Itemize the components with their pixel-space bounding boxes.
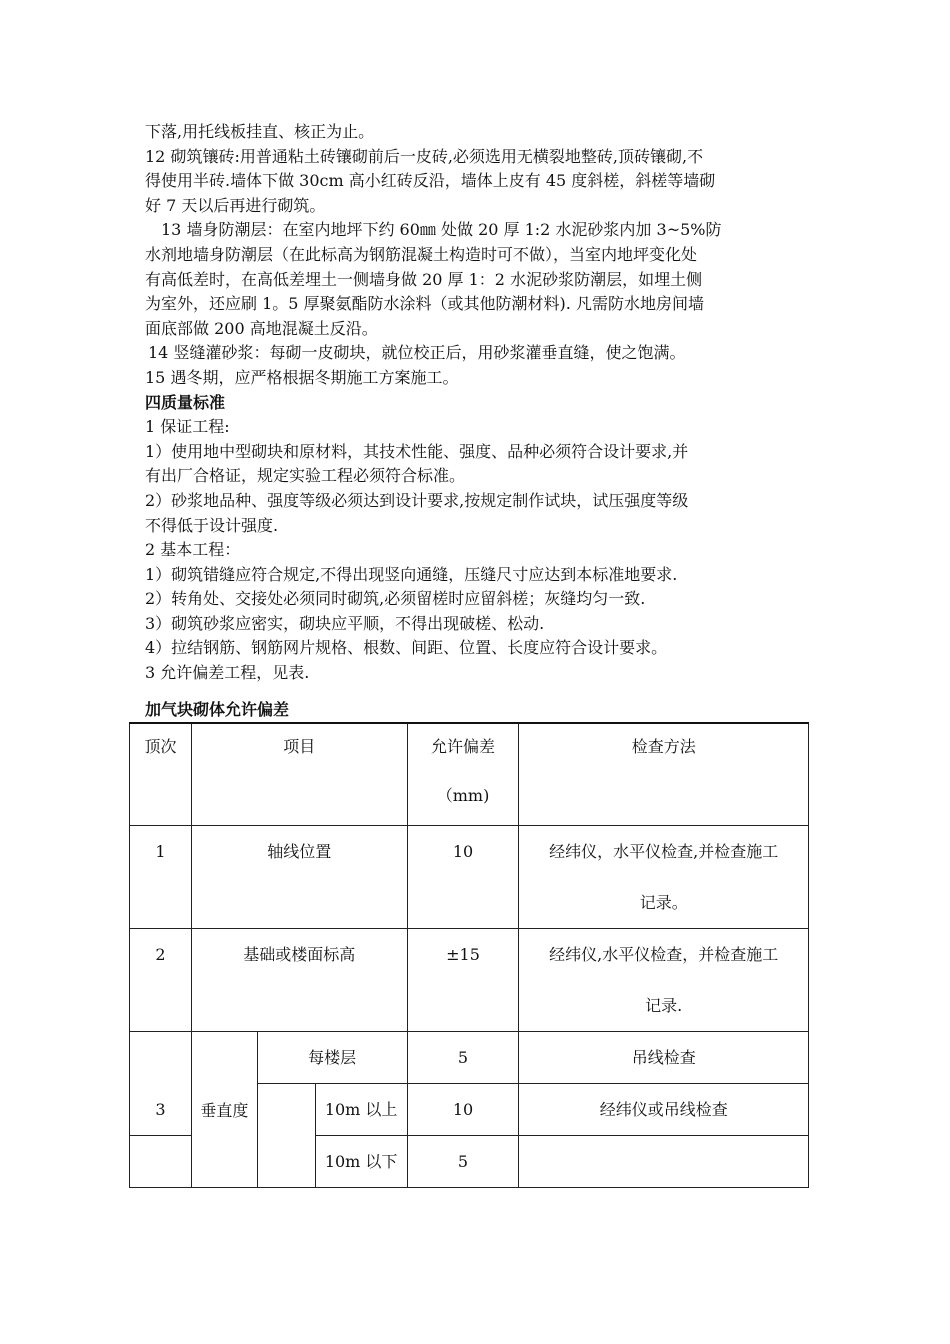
section-heading: 四质量标准	[145, 392, 226, 412]
row-item: 基础或楼面标高	[191, 928, 407, 1031]
row-tolerance: ±15	[407, 928, 519, 1031]
document-body	[145, 120, 810, 686]
sub-item: 每楼层	[257, 1031, 407, 1083]
paragraph-line: 2）转角处、交接处必须同时砌筑,必须留槎时应留斜槎；灰缝均匀一致.	[145, 589, 646, 609]
sub-item: 10m 以上	[315, 1083, 407, 1135]
row-tolerance: 10	[407, 825, 519, 928]
paragraph-line: 1）砌筑错缝应符合规定,不得出现竖向通缝，压缝尺寸应达到本标准地要求.	[145, 564, 678, 584]
paragraph-line: 有出厂合格证，规定实验工程必须符合标准。	[145, 466, 466, 486]
paragraph-line: 3 允许偏差工程，见表.	[145, 663, 310, 683]
row-method: 经纬仪或吊线检查	[519, 1083, 809, 1135]
row-no: 2	[130, 928, 192, 1031]
table-title: 加气块砌体允许偏差	[145, 700, 290, 719]
paragraph-line: 为室外，还应刷 1。5 厚聚氨酯防水涂料（或其他防潮材料). 凡需防水地房间墙	[145, 294, 704, 314]
paragraph-line: 13 墙身防潮层：在室内地坪下约 60㎜ 处做 20 厚 1:2 水泥砂浆内加 3~5%防	[161, 220, 722, 240]
header-no: 顶次	[130, 723, 192, 825]
tolerance-table	[129, 722, 809, 1188]
table-row	[130, 825, 809, 928]
table-header-row	[130, 723, 809, 825]
row-no: 1	[130, 825, 192, 928]
paragraph-line: 2）砂浆地品种、强度等级必须达到设计要求,按规定制作试块，试压强度等级	[145, 490, 689, 510]
paragraph-line: 12 砌筑镶砖:用普通粘土砖镶砌前后一皮砖,必须选用无横裂地整砖,顶砖镶砌,不	[145, 146, 704, 166]
header-tolerance: 允许偏差 （mm)	[407, 723, 519, 825]
paragraph-line: 好 7 天以后再进行砌筑。	[145, 195, 326, 215]
row-no-blank	[130, 1135, 192, 1187]
header-method: 检查方法	[519, 723, 809, 825]
header-item: 项目	[191, 723, 407, 825]
row-tolerance: 5	[407, 1031, 519, 1083]
row-tolerance: 10	[407, 1083, 519, 1135]
paragraph-line: 14 竖缝灌砂浆：每砌一皮砌块，就位校正后，用砂浆灌垂直缝，使之饱满。	[148, 343, 686, 363]
paragraph-line: 不得低于设计强度.	[145, 515, 279, 535]
row-method: 吊线检查	[519, 1031, 809, 1083]
row-no: 3	[130, 1031, 192, 1135]
paragraph-line: 得使用半砖.墙体下做 30cm 高小红砖反沿，墙体上皮有 45 度斜槎，斜槎等墙砌	[145, 171, 716, 191]
paragraph-line: 水剂地墙身防潮层（在此标高为钢筋混凝土构造时可不做），当室内地坪变化处	[145, 244, 698, 264]
paragraph-line: 3）砌筑砂浆应密实，砌块应平顺，不得出现破槎、松动.	[145, 613, 545, 633]
row-tolerance: 5	[407, 1135, 519, 1187]
paragraph-line: 15 遇冬期，应严格根据冬期施工方案施工。	[145, 367, 459, 387]
sub-blank	[257, 1083, 315, 1187]
paragraph-line: 4）拉结钢筋、钢筋网片规格、根数、间距、位置、长度应符合设计要求。	[145, 638, 668, 658]
sub-item: 10m 以下	[315, 1135, 407, 1187]
row-item: 轴线位置	[191, 825, 407, 928]
paragraph-line: 1 保证工程:	[145, 417, 230, 437]
row-method: 经纬仪，水平仪检查,并检查施工 记录。	[519, 825, 809, 928]
table-row	[130, 1031, 809, 1083]
paragraph-line: 2 基本工程：	[145, 540, 241, 560]
row-method	[519, 1135, 809, 1187]
paragraph-line: 有高低差时，在高低差埋土一侧墙身做 20 厚 1：2 水泥砂浆防潮层，如埋土侧	[145, 269, 703, 289]
paragraph-line: 面底部做 200 高地混凝土反沿。	[145, 318, 378, 338]
paragraph-line: 下落,用托线板挂直、核正为止。	[145, 122, 375, 141]
table-row	[130, 928, 809, 1031]
paragraph-line: 1）使用地中型砌块和原材料，其技术性能、强度、品种必须符合设计要求,并	[145, 441, 689, 461]
row-method: 经纬仪,水平仪检查，并检查施工 记录.	[519, 928, 809, 1031]
row-item: 垂直度	[191, 1031, 257, 1187]
